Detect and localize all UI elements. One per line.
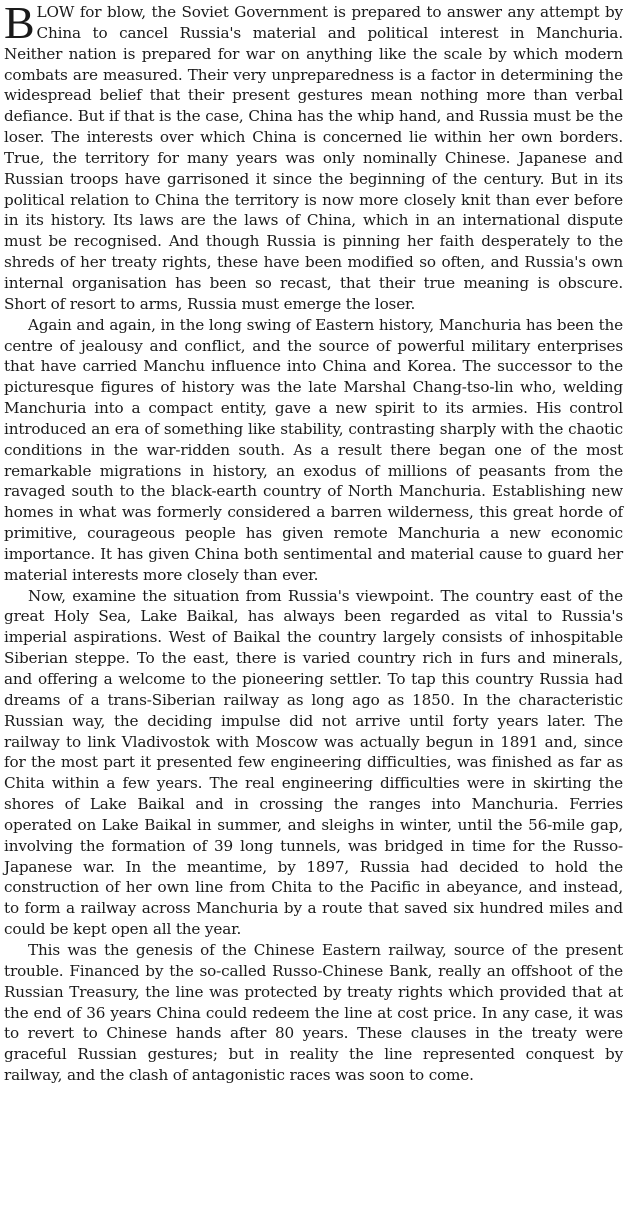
article-paragraph-4: This was the genesis of the Chinese Eastern railway, source of the present trouble. Financed by the so-called Russo-Chinese Bank, really an offshoot of the Russian Treasury, the line was protected by treaty rights which provided that at the end of 36 years China could redeem the line at cost price. In any case, it was to revert to Chinese hands after 80 years. These clauses in the treaty were graceful Russian gestures; but in reality the line represented conquest by railway, and the clash of antagonistic races was soon to come.: [4, 940, 623, 1085]
article-paragraph-3: Now, examine the situation from Russia's viewpoint. The country east of the great Holy Sea, Lake Baikal, has always been regarded as vital to Russia's imperial aspirations. West of Baikal the country largely consists of inhospitable Siberian steppe. To the east, there is varied country rich in furs and minerals, and offering a welcome to the pioneering settler. To tap this country Russia had dreams of a trans-Siberian railway as long ago as 1850. In the characteristic Russian way, the deciding impulse did not arrive until forty years later. The railway to link Vladivostok with Moscow was actually begun in 1891 and, since for the most part it presented few engineering difficulties, was finished as far as Chita within a few years. The real engineering difficulties were in skirting the shores of Lake Baikal and in crossing the ranges into Manchuria. Ferries operated on Lake Baikal in summer, and sleighs in winter, until the 56-mile gap, involving the formation of 39 long tunnels, was bridged in time for the Russo-Japanese war. In the meantime, by 1897, Russia had decided to hold the construction of her own line from Chita to the Pacific in abeyance, and instead, to form a railway across Manchuria by a route that saved six hundred miles and could be kept open all the year.: [4, 586, 623, 939]
article-body: [4, 2, 623, 1086]
article-paragraph-2: Again and again, in the long swing of Eastern history, Manchuria has been the centre of jealousy and conflict, and the source of powerful military enterprises that have carried Manchu influence into China and Korea. The successor to the picturesque figures of history was the late Marshal Chang-tso-lin who, welding Manchuria into a compact entity, gave a new spirit to its armies. His control introduced an era of something like stability, contrasting sharply with the chaotic conditions in the war-ridden south. As a result there began one of the most remarkable migrations in history, an exodus of millions of peasants from the ravaged south to the black-earth country of North Manchuria. Establishing new homes in what was formerly considered a barren wilderness, this great horde of primitive, courageous people has given remote Manchuria a new economic importance. It has given China both sentimental and material cause to guard her material interests more closely than ever.: [4, 315, 623, 584]
paragraph-1-text: for blow, the Soviet Government is prepared to answer any attempt by China to cancel Russia's material and political interest in Manchuria. Neither nation is prepared for war on anything like the scale by which modern combats are measured. Their very unpreparedness is a factor in determining the widespread belief that their present gestures mean nothing more than verbal defiance. But if that is the case, China has the whip hand, and Russia must be the loser. The interests over which China is concerned lie within her own borders. True, the territory for many years was only nominally Chinese. Japanese and Russian troops have garrisoned it since the beginning of the century. But in its political relation to China the territory is now more closely knit than ever before in its history. Its laws are the laws of China, which in an international dispute must be recognised. And though Russia is pinning her faith desperately to the shreds of her treaty rights, these have been modified so often, and Russia's own internal organisation has been so recast, that their true meaning is obscure. Short of resort to arms, Russia must emerge the loser.: [4, 3, 623, 313]
article-paragraph-1: [4, 2, 623, 315]
drop-cap: B: [4, 0, 35, 48]
lead-word: LOW: [36, 3, 75, 21]
